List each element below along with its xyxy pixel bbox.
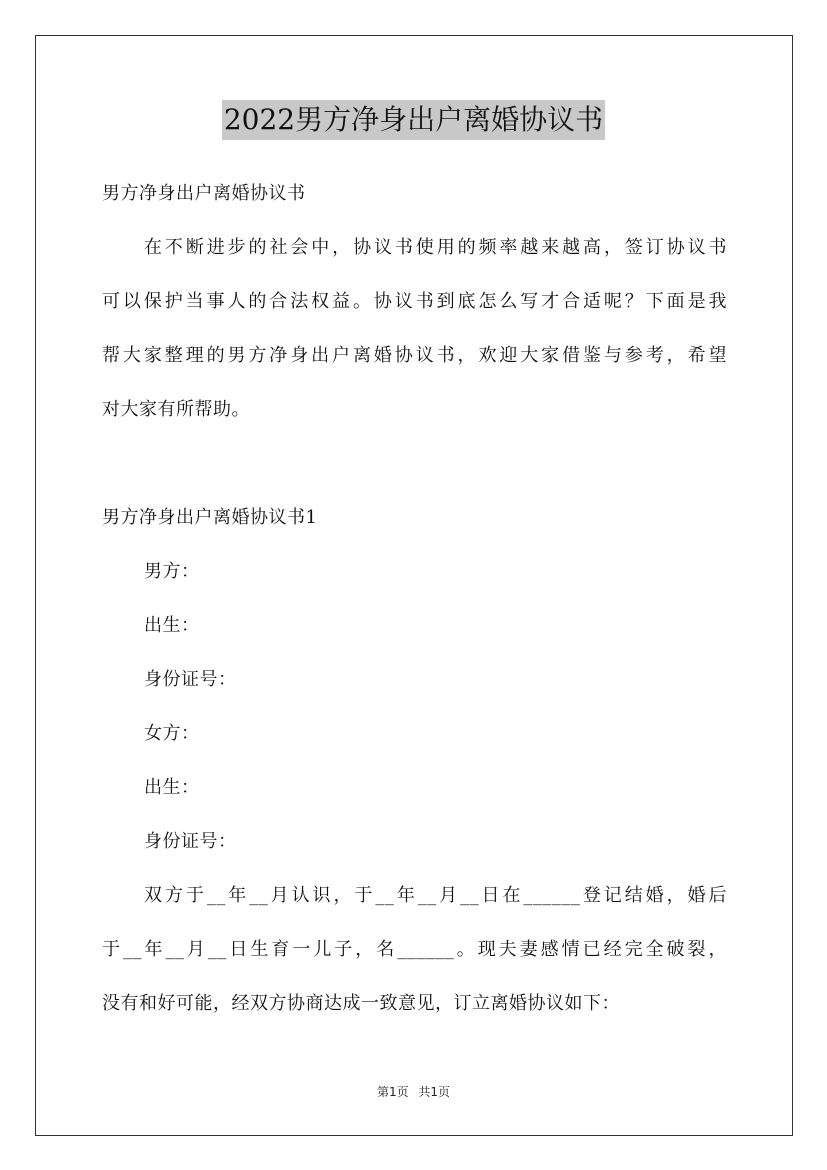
field-husband-birth: 出生：	[144, 615, 200, 636]
title-container	[0, 100, 827, 140]
document-subtitle: 男方净身出户离婚协议书	[102, 183, 306, 204]
field-husband-id: 身份证号：	[144, 669, 237, 690]
intro-line-4: 对大家有所帮助。	[102, 399, 250, 420]
agreement-line-3: 没有和好可能，经双方协商达成一致意见，订立离婚协议如下：	[102, 993, 620, 1014]
field-husband: 男方：	[144, 561, 200, 582]
page-number: 第1页	[376, 1085, 409, 1099]
intro-line-1: 在不断进步的社会中，协议书使用的频率越来越高，签订协议书	[144, 237, 727, 258]
page-footer	[0, 1084, 827, 1100]
field-wife: 女方：	[144, 723, 200, 744]
field-wife-birth: 出生：	[144, 777, 200, 798]
page-total: 共1页	[418, 1085, 451, 1099]
agreement-line-2: 于__年__月__日生育一儿子，名______。现夫妻感情已经完全破裂，	[102, 939, 727, 960]
document-title: 2022男方净身出户离婚协议书	[222, 100, 605, 140]
field-wife-id: 身份证号：	[144, 831, 237, 852]
agreement-line-1: 双方于__年__月认识，于__年__月__日在______登记结婚，婚后	[144, 885, 727, 906]
intro-line-3: 帮大家整理的男方净身出户离婚协议书，欢迎大家借鉴与参考，希望	[102, 345, 727, 366]
section-heading: 男方净身出户离婚协议书1	[102, 507, 318, 528]
intro-line-2: 可以保护当事人的合法权益。协议书到底怎么写才合适呢？下面是我	[102, 291, 727, 312]
